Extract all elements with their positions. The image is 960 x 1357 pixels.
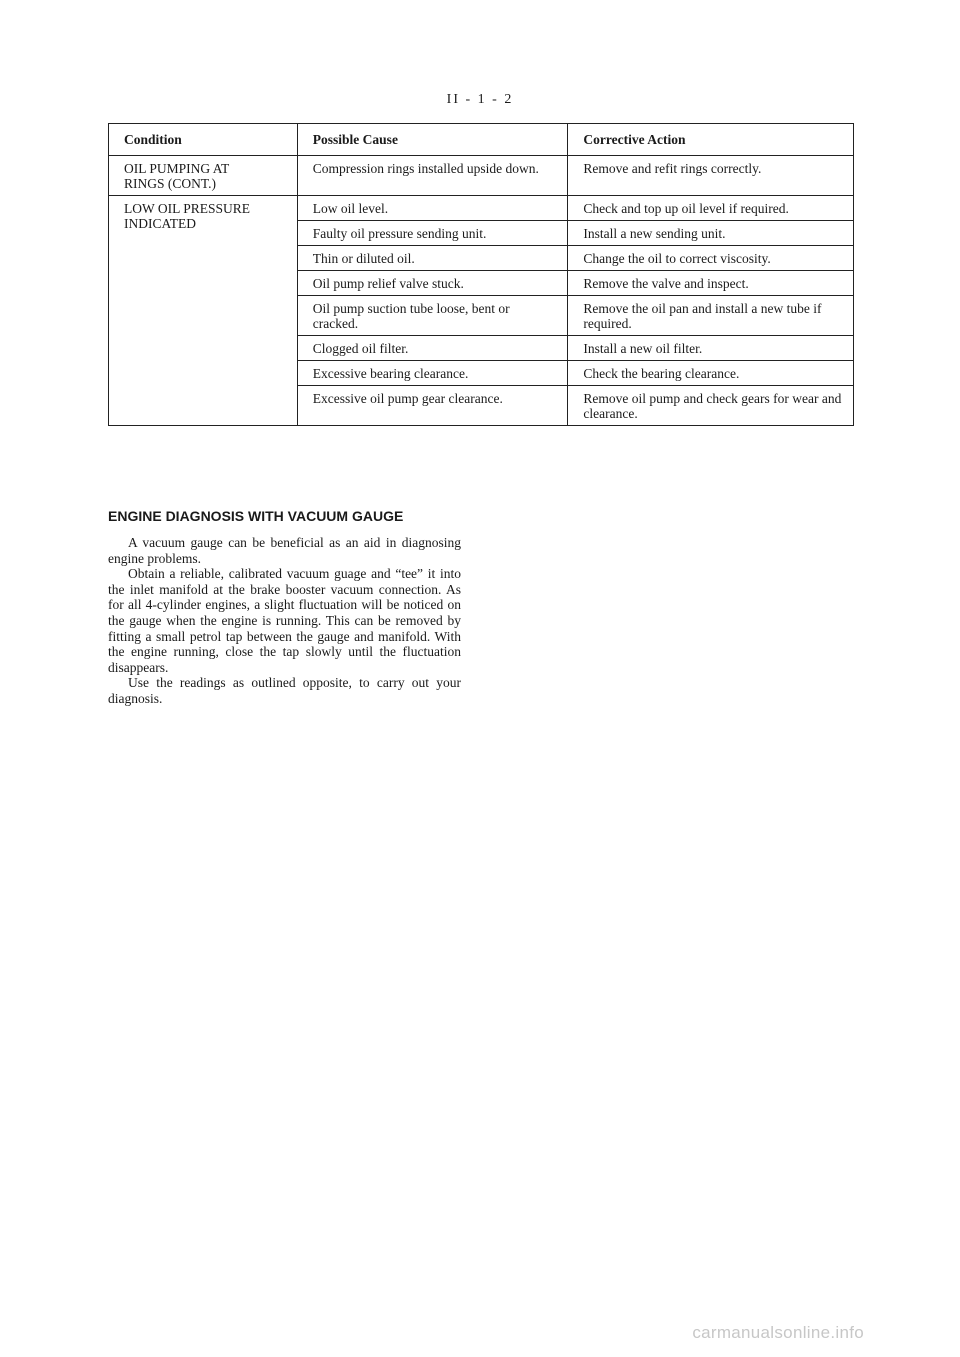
corrective-action-cell: Check and top up oil level if required. [568,196,854,221]
possible-cause-cell: Excessive bearing clearance. [297,361,568,386]
watermark: carmanualsonline.info [692,1323,864,1342]
possible-cause-cell: Faulty oil pressure sending unit. [297,221,568,246]
corrective-action-cell: Change the oil to correct viscosity. [568,246,854,271]
possible-cause-cell: Clogged oil filter. [297,336,568,361]
section-body [108,535,461,707]
paragraph: Use the readings as outlined opposite, to carry out your diagnosis. [108,675,461,706]
corrective-action-cell: Remove the valve and inspect. [568,271,854,296]
paragraph: Obtain a reliable, calibrated vacuum guage and “tee” it into the inlet manifold at the brake booster vacuum connection. As for all 4-cylinder engines, a slight fluctuation will be noticed on the gauge when the engine is running. This can be removed by fitting a small petrol tap between the gauge and manifold. With the engine running, close the tap slowly until the fluctuation disappears. [108,566,461,675]
condition-cell: OIL PUMPING AT RINGS (CONT.) [109,156,298,196]
possible-cause-cell: Oil pump relief valve stuck. [297,271,568,296]
corrective-action-cell: Remove and refit rings correctly. [568,156,854,196]
table-body [109,156,854,426]
table-header-row [109,124,854,156]
corrective-action-cell: Remove the oil pan and install a new tube if required. [568,296,854,336]
possible-cause-cell: Oil pump suction tube loose, bent or cracked. [297,296,568,336]
diagnosis-table [108,123,854,426]
header-corrective-action: Corrective Action [568,124,854,156]
corrective-action-cell: Check the bearing clearance. [568,361,854,386]
page-number: II - 1 - 2 [446,92,514,107]
possible-cause-cell: Thin or diluted oil. [297,246,568,271]
header-condition: Condition [109,124,298,156]
corrective-action-cell: Install a new sending unit. [568,221,854,246]
possible-cause-cell: Compression rings installed upside down. [297,156,568,196]
header-possible-cause: Possible Cause [297,124,568,156]
section-heading: ENGINE DIAGNOSIS WITH VACUUM GAUGE [108,508,404,524]
corrective-action-cell: Install a new oil filter. [568,336,854,361]
possible-cause-cell: Low oil level. [297,196,568,221]
table-row [109,156,854,196]
paragraph: A vacuum gauge can be beneficial as an aid in diagnosing engine problems. [108,535,461,566]
corrective-action-cell: Remove oil pump and check gears for wear and clearance. [568,386,854,426]
table-row [109,196,854,221]
possible-cause-cell: Excessive oil pump gear clearance. [297,386,568,426]
condition-cell: LOW OIL PRESSURE INDICATED [109,196,298,426]
